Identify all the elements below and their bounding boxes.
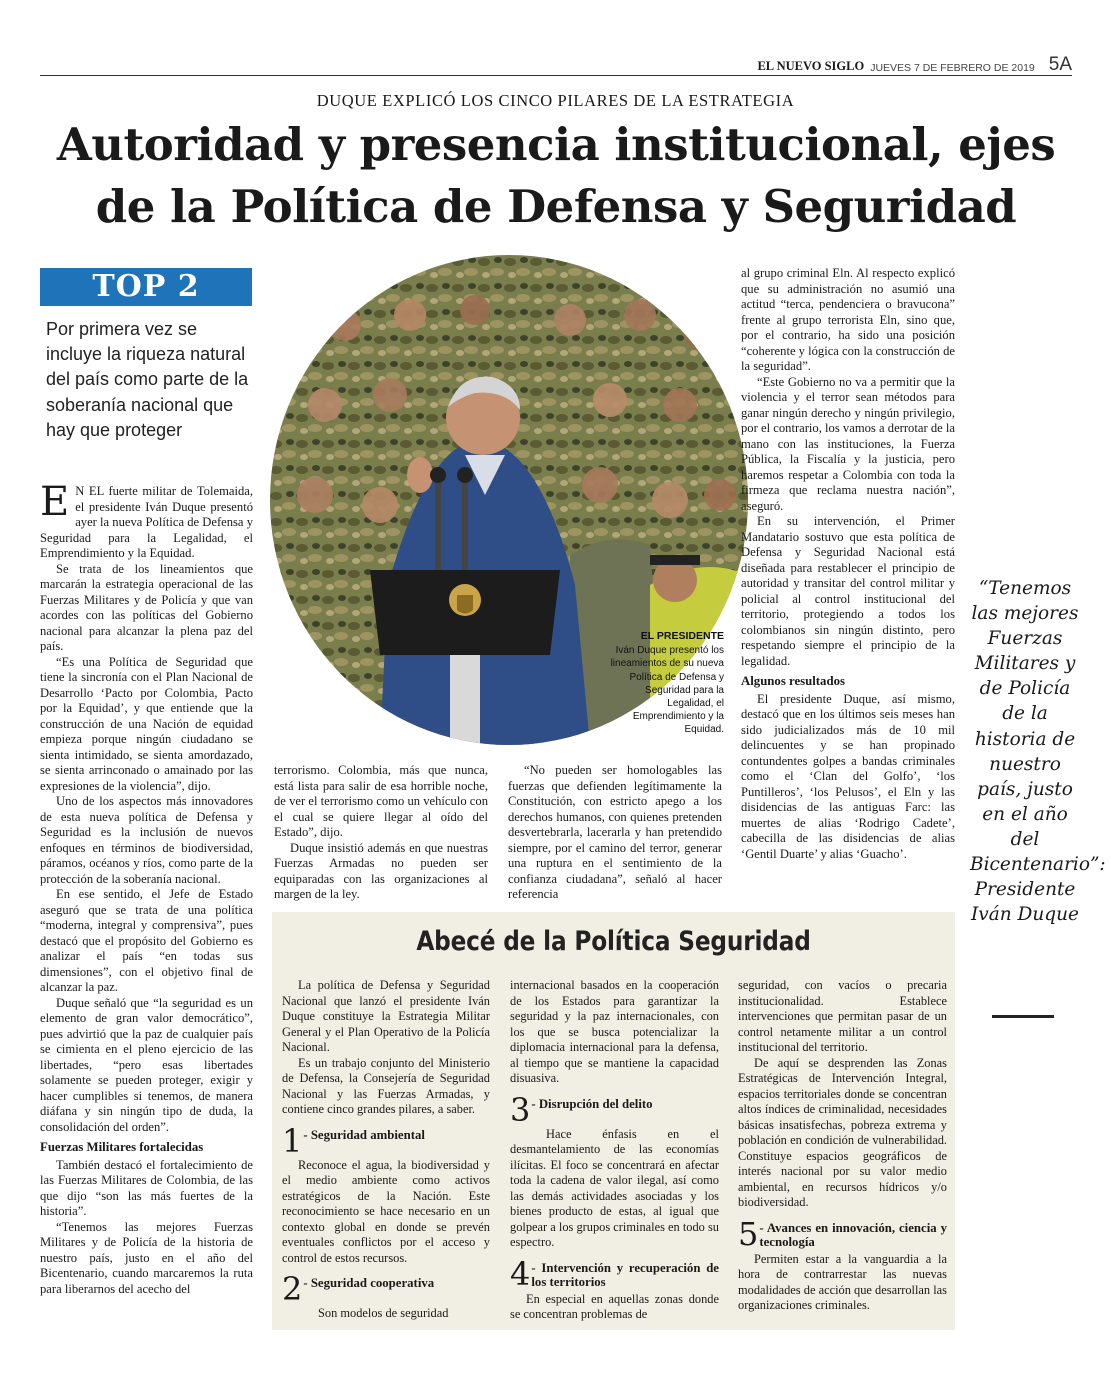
article-paragraph: “Este Gobierno no va a permitir que la violencia y el terror sean métodos para ganar ningún derecho y ningún privilegio, por el contrario, los vamos a derrotar de la mano con las instituciones, la Fuerza Pública, la Fiscalía y la justicia, pero haremos respetar a Colombia con toda la firmeza que reclama nuestra nación”, aseguró. bbox=[741, 374, 955, 513]
article-column-1 bbox=[40, 479, 253, 1297]
photo-caption bbox=[606, 630, 724, 737]
pillar-1-heading bbox=[282, 1121, 490, 1160]
pillar-number: 4 bbox=[510, 1254, 531, 1293]
sidebar-box-title: Abecé de la Política Seguridad bbox=[416, 926, 811, 957]
pillar-title: - Disrupción del delito bbox=[531, 1096, 653, 1111]
box-paragraph: internacional basados en la cooperación de los Estados para garantizar la seguridad y la paz internacionales, con los que se busca potencializar la diplomacia internacional para la defensa, al tiempo que se mantiene la capacidad disuasiva. bbox=[510, 978, 719, 1085]
pillar-number: 2 bbox=[282, 1270, 303, 1308]
box-column-3 bbox=[738, 978, 947, 1314]
pillar-1-text: Reconoce el agua, la biodiversidad y el medio ambiente como activos estratégicos de la Nación. Este reconocimiento se hace necesario en un contexto global en donde se prevén eventuales conflictos por el acceso y control de estos recursos. bbox=[282, 1157, 490, 1265]
dropcap: E bbox=[40, 479, 70, 525]
pillar-5-text: Permiten estar a la vanguardia a la hora de contrarrestar las nuevas modalidades de acción que desarrollan las organizaciones criminales. bbox=[738, 1251, 947, 1312]
pillar-3-text: Hace énfasis en el desmantelamiento de las economías ilícitas. El foco se concentrará en afectar toda la cadena de valor ilegal, así como las demás actividades asociadas y los bienes producto de estas, al igual que golpear a los grupos criminales en todo su espectro. bbox=[510, 1126, 719, 1249]
article-column-2 bbox=[274, 763, 488, 903]
pillar-2-text: Son modelos de seguridad bbox=[318, 1306, 449, 1320]
pillar-3-heading bbox=[510, 1090, 719, 1129]
pillar-title: - Intervención y recuperación de los territorios bbox=[531, 1260, 719, 1289]
article-column-3 bbox=[508, 763, 722, 903]
pillar-4-heading bbox=[510, 1254, 719, 1293]
caption-title: EL PRESIDENTE bbox=[640, 630, 724, 642]
article-paragraph: Se trata de los lineamientos que marcarán la estrategia operacional de las Fuerzas Militares y de Policía y que van acordes con las políticas del Gobierno nacional para alcanzar la plena paz del país. bbox=[40, 561, 253, 653]
quote-attribution: Presidente Iván Duque bbox=[970, 879, 1080, 926]
article-paragraph: al grupo criminal Eln. Al respecto explicó que su administración no asumió una actitud “terca, pendenciera o bravucona” frente al grupo terrorista Eln, sino que, por el contrario, ha sido una posición “coherente y lógica con la construcción de la seguridad”. bbox=[741, 266, 955, 373]
pillar-2-heading bbox=[282, 1270, 490, 1308]
publication-date: JUEVES 7 DE FEBRERO DE 2019 bbox=[870, 62, 1035, 74]
top2-text: Por primera vez se incluye la riqueza natural del país como parte de la soberanía nacional que hay que proteger bbox=[46, 319, 249, 440]
lead-paragraph bbox=[40, 479, 253, 562]
pillar-5-heading bbox=[738, 1214, 947, 1253]
headline-line-2: de la Política de Defensa y Seguridad bbox=[95, 180, 1017, 233]
box-paragraph: La política de Defensa y Seguridad Nacional que lanzó el presidente Iván Duque constituye la Estrategia Militar General y el Plan Operativo de la Policía Nacional. bbox=[282, 978, 490, 1054]
pillar-title: - Seguridad cooperativa bbox=[303, 1276, 435, 1290]
box-paragraph: Es un trabajo conjunto del Ministerio de Defensa, la Consejería de Seguridad Nacional y las Fuerzas Armadas, y contiene cinco grandes pilares, a saber. bbox=[282, 1055, 490, 1116]
article-paragraph: “Es una Política de Seguridad que tiene la sincronía con el Plan Nacional de Desarrollo ‘Pacto por Colombia, Pacto por la Equidad’, y que entiende que la construcción de una Nación de equidad empieza porque ningún ciudadano se sienta intimidado, se sienta amordazado, se sienta arrinconado o amainado por las expresiones de la violencia”, dijo. bbox=[40, 654, 253, 793]
quote-text: “Tenemos las mejores Fuerzas Militares y de Policía de la historia de nuestro país, justo en el año del Bicentenario”: bbox=[970, 578, 1106, 876]
top2-badge: TOP 2 bbox=[40, 268, 252, 306]
subhead-fuerzas-militares: Fuerzas Militares fortalecidas bbox=[40, 1140, 204, 1154]
article-column-4 bbox=[741, 266, 955, 862]
page-number: 5A bbox=[1048, 54, 1072, 75]
article-paragraph: “Tenemos las mejores Fuerzas Militares y de Policía de la historia de nuestro país, justo en el año del Bicentenario, cuando marcaremos la ruta para liberarnos del acecho del bbox=[40, 1219, 253, 1296]
article-paragraph: Uno de los aspectos más innovadores de esta nueva política de Defensa y Seguridad es la inclusión de nuevos enfoques en términos de biodiversidad, páramos, océanos y ríos, como parte de la protección de la soberanía nacional. bbox=[40, 794, 253, 886]
subhead-algunos-resultados: Algunos resultados bbox=[741, 674, 845, 688]
page-header bbox=[40, 50, 1072, 76]
article-paragraph: En ese sentido, el Jefe de Estado aseguró que se trata de una política “moderna, integral y comprensiva”, pues destacó que el propósito del Gobierno es analizar el país “en todas sus dimensiones”, con el objetivo final de alcanzar la paz. bbox=[40, 887, 253, 994]
box-paragraph: De aquí se desprenden las Zonas Estratégicas de Intervención Integral, espacios territoriales donde se concentran altos índices de criminalidad, necesidades básicas insatisfechas, pobreza extrema y población en condición de vulnerabilidad. Constituye espacios geográficos de interés nacional por su valor medio ambiental, en recursos hídricos y/o biodiversidad. bbox=[738, 1055, 947, 1209]
article-paragraph: También destacó el fortalecimiento de las Fuerzas Militares de Colombia, de las que dijo “son las más fuertes de la historia”. bbox=[40, 1157, 253, 1218]
pillar-title: - Seguridad ambiental bbox=[303, 1127, 425, 1142]
pull-quote bbox=[970, 576, 1106, 927]
pillar-number: 3 bbox=[510, 1090, 531, 1129]
box-column-1 bbox=[282, 978, 490, 1322]
article-paragraph: Duque señaló que “la seguridad es un elemento de gran valor democrático”, pues advirtió que la paz de cualquier país se cimienta en el pleno ejercicio de las libertades, “pero esas libertades solamente se pueden proteger, exigir y hacer cumplibles si tenemos, de manera diáfana y sin ningún tipo de duda, la consolidación del orden”. bbox=[40, 995, 253, 1134]
kicker: DUQUE EXPLICÓ LOS CINCO PILARES DE LA ESTRATEGIA bbox=[316, 91, 795, 110]
article-paragraph: terrorismo. Colombia, más que nunca, está lista para salir de esa horrible noche, de ver el terrorismo como un vehículo con el cual se quiere llegar al oído del Estado”, dijo. bbox=[274, 763, 488, 839]
newspaper-name: EL NUEVO SIGLO bbox=[757, 59, 865, 73]
article-paragraph: En su intervención, el Primer Mandatario sostuvo que esta política de Defensa y Seguridad Nacional está diseñada para restablecer el principio de autoridad y transitar del control militar y policial al control institucional del territorio, protegiendo a todos los colombianos sin ningún distinto, pero respetando siempre el principio de la legalidad. bbox=[741, 514, 955, 668]
caption-text: Iván Duque presentó los lineamientos de su nueva Política de Defensa y Seguridad para la Legalidad, el Emprendimiento y la Equidad. bbox=[610, 645, 724, 736]
article-paragraph: “No pueden ser homologables las fuerzas que defienden legítimamente la Constitución, con estricto apego a los derechos humanos, con quienes pretenden desvertebrarla, lacerarla y han pretendido siempre, por el camino del terror, generar una ruptura en el sentimiento de la confianza ciudadana”, señaló al hacer referencia bbox=[508, 763, 722, 901]
quote-divider bbox=[992, 1015, 1054, 1018]
pillar-number: 1 bbox=[282, 1121, 303, 1160]
box-column-2 bbox=[510, 978, 719, 1323]
article-paragraph: El presidente Duque, así mismo, destacó que en los últimos seis meses han sido judicializados más de 10 mil delincuentes y se han propinado contundentes golpes a bandas criminales como el ‘Clan del Golfo’, ‘los Puntilleros’, ‘los Pelusos’, el Eln y las disidencias de las antiguas Farc: las muertes de alias ‘Rodrigo Cadete’, cabecilla de las disidencias de alias ‘Gentil Duarte’ y alias ‘Guacho’. bbox=[741, 691, 955, 861]
article-paragraph: Duque insistió además en que nuestras Fuerzas Armadas no pueden ser equiparadas con las organizaciones al margen de la ley. bbox=[274, 840, 488, 901]
headline bbox=[40, 114, 1072, 238]
pillar-4-text: En especial en aquellas zonas donde se concentran problemas de bbox=[510, 1291, 719, 1321]
lead-text: N EL fuerte militar de Tolemaida, el presidente Iván Duque presentó ayer la nueva Política de Defensa y Seguridad para la Legalidad, el Emprendimiento y la Equidad. bbox=[40, 484, 253, 560]
masthead-info bbox=[757, 50, 1072, 74]
pillar-title: - Avances en innovación, ciencia y tecnología bbox=[759, 1220, 947, 1249]
headline-line-1: Autoridad y presencia institucional, ejes bbox=[56, 118, 1056, 171]
pillar-number: 5 bbox=[738, 1214, 759, 1253]
box-paragraph: seguridad, con vacíos o precaria institucionalidad. Establece intervenciones que permitan pasar de un control netamente militar a un control institucional del territorio. bbox=[738, 978, 947, 1054]
